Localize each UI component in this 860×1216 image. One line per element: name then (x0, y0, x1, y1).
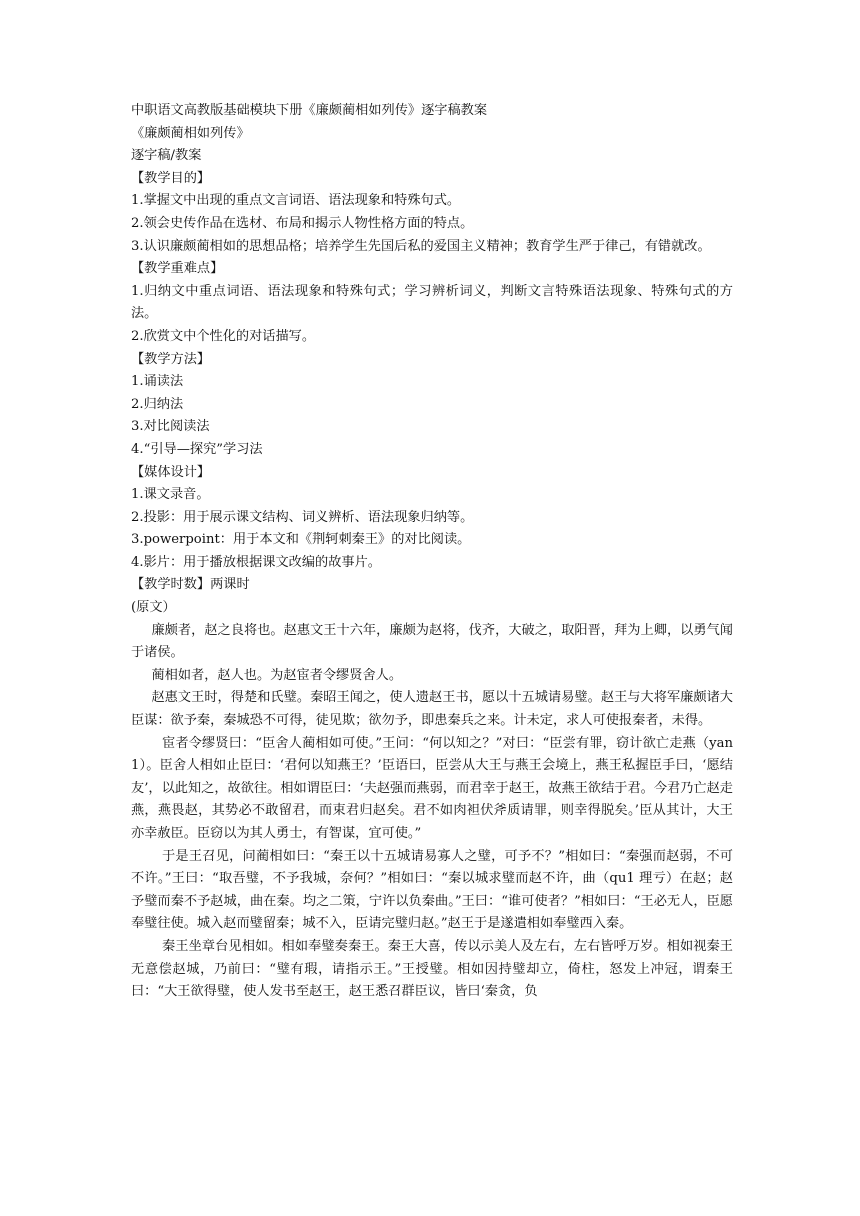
objective-item: 3.认识廉颇蔺相如的思想品格；培养学生先国后私的爱国主义精神；教育学生严于律己，有错就改。 (131, 238, 711, 254)
key-point-item: 2.欣赏文中个性化的对话描写。 (131, 328, 316, 344)
method-item: 4.“引导—探究”学习法 (131, 441, 263, 457)
key-point-item: 1.归纳文中重点词语、语法现象和特殊句式；学习辨析词义，判断文言特殊语法现象、特殊句式的方法。 (131, 283, 733, 322)
objective-item: 1.掌握文中出现的重点文言词语、语法现象和特殊句式。 (131, 193, 461, 209)
method-item: 2.归纳法 (131, 396, 184, 412)
document-subtitle: 《廉颇蔺相如列传》 (131, 125, 250, 141)
teaching-hours: 【教学时数】两课时 (131, 577, 250, 593)
objectives-heading: 【教学目的】 (131, 170, 211, 186)
original-paragraph: 宦者令缪贤曰：“臣舍人蔺相如可使。”王问：“何以知之？”对曰：“臣尝有罪，窃计欲亡走燕（yan1）。臣舍人相如止臣曰：‘君何以知燕王？’臣语曰，臣尝从大王与燕王会境上，燕王私握臣手曰，‘愿结友’，以此知之，故欲往。相如谓臣曰：‘夫赵强而燕弱，而君幸于赵王，故燕王欲结于君。今君乃亡赵走燕，燕畏赵，其势必不敢留君，而束君归赵矣。君不如肉袒伏斧质请罪，则幸得脱矣。’臣从其计，大王亦幸赦臣。臣窃以为其人勇士，有智谋，宜可使。” (131, 735, 733, 841)
original-paragraph: 廉颇者，赵之良将也。赵惠文王十六年，廉颇为赵将，伐齐，大破之，取阳晋，拜为上卿，以勇气闻于诸侯。 (131, 622, 733, 661)
methods-heading: 【教学方法】 (131, 351, 211, 367)
media-heading: 【媒体设计】 (131, 464, 211, 480)
key-points-heading: 【教学重难点】 (131, 261, 224, 277)
document-body (131, 100, 733, 1004)
method-item: 1.诵读法 (131, 374, 184, 390)
original-paragraph: 蔺相如者，赵人也。为赵宦者令缪贤舍人。 (151, 667, 403, 683)
objective-item: 2.领会史传作品在选材、布局和揭示人物性格方面的特点。 (131, 215, 474, 231)
media-item: 1.课文录音。 (131, 487, 210, 503)
original-text-label: (原文） (131, 600, 176, 616)
media-item: 3.powerpoint：用于本文和《荆轲刺秦王》的对比阅读。 (131, 532, 471, 548)
media-item: 4.影片：用于播放根据课文改编的故事片。 (131, 554, 381, 570)
document-type: 逐字稿/教案 (131, 148, 202, 164)
original-paragraph: 赵惠文王时，得楚和氏璧。秦昭王闻之，使人遗赵王书，愿以十五城请易璧。赵王与大将军廉颇诸大臣谋：欲予秦，秦城恐不可得，徒见欺；欲勿予，即患秦兵之来。计未定，求人可使报秦者，未得。 (131, 690, 733, 729)
document-title: 中职语文高教版基础模块下册《廉颇蔺相如列传》逐字稿教案 (131, 103, 488, 118)
method-item: 3.对比阅读法 (131, 419, 210, 435)
media-item: 2.投影：用于展示课文结构、词义辨析、语法现象归纳等。 (131, 509, 474, 525)
original-paragraph: 秦王坐章台见相如。相如奉璧奏秦王。秦王大喜，传以示美人及左右，左右皆呼万岁。相如视秦王无意偿赵城，乃前曰：“璧有瑕，请指示王。”王授璧。相如因持璧却立，倚柱，怒发上冲冠，谓秦王曰：“大王欲得璧，使人发书至赵王，赵王悉召群臣议，皆曰‘秦贪，负 (131, 938, 733, 1000)
original-paragraph: 于是王召见，问蔺相如曰：“秦王以十五城请易寡人之璧，可予不？”相如曰：“秦强而赵弱，不可不许。”王曰：“取吾璧，不予我城，奈何？”相如曰：“秦以城求璧而赵不许，曲（qu1 理亏）在赵；赵予璧而秦不予赵城，曲在秦。均之二策，宁许以负秦曲。”王曰：“谁可使者？”相如曰：“王必无人，臣愿奉璧往使。城入赵而璧留秦；城不入，臣请完璧归赵。”赵王于是遂遣相如奉璧西入秦。 (131, 848, 733, 932)
